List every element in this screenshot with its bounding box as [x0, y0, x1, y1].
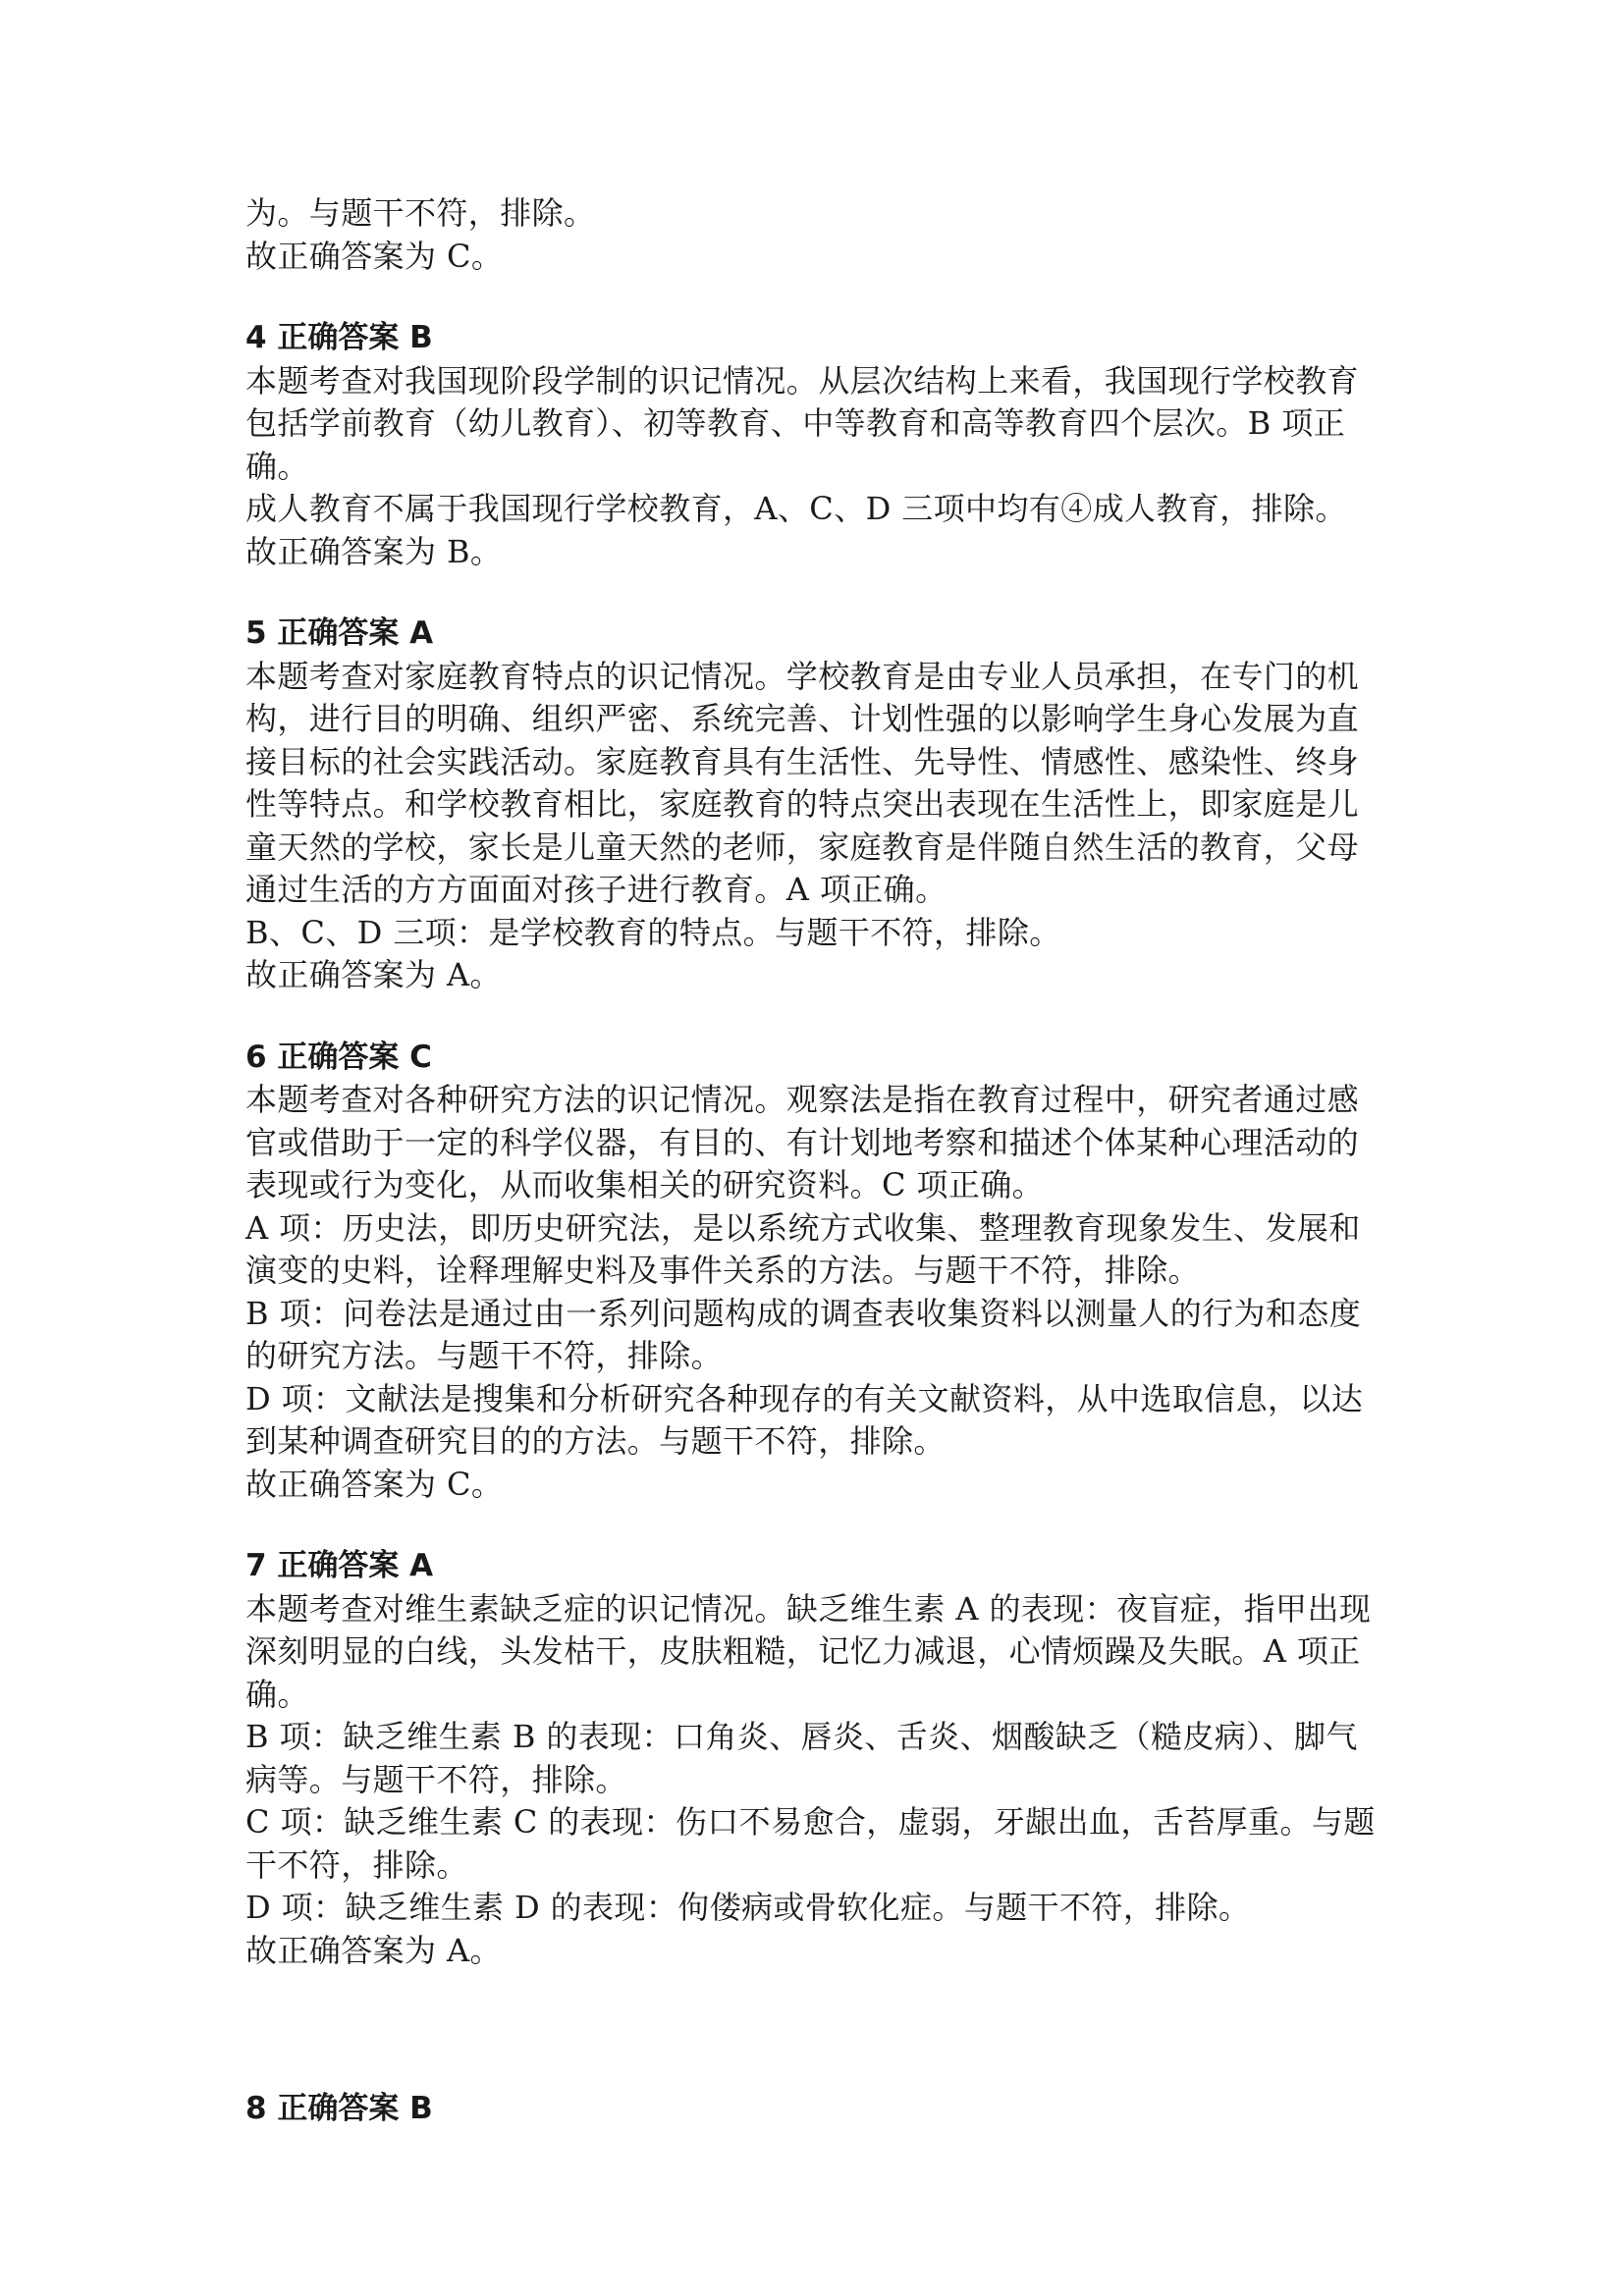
- text-line: 的研究方法。与题干不符，排除。: [245, 1337, 724, 1374]
- text-line: D 项：文献法是搜集和分析研究各种现存的有关文献资料，从中选取信息，以达: [245, 1379, 1364, 1417]
- text-line: 接目标的社会实践活动。家庭教育具有生活性、先导性、情感性、感染性、终身: [245, 742, 1360, 780]
- text-line: 故正确答案为 A。: [245, 956, 502, 993]
- text-line: 故正确答案为 B。: [245, 532, 503, 570]
- text-line: 本题考查对家庭教育特点的识记情况。学校教育是由专业人员承担，在专门的机: [245, 657, 1360, 695]
- text-line: 故正确答案为 A。: [245, 1931, 502, 1969]
- text-line: 干不符，排除。: [245, 1845, 468, 1884]
- answer-heading: 7 正确答案 A: [245, 1548, 434, 1583]
- text-line: 确。: [245, 447, 309, 485]
- answer-heading: 8 正确答案 B: [245, 2091, 433, 2126]
- text-line: C 项：缺乏维生素 C 的表现：伤口不易愈合，虚弱，牙龈出血，舌苔厚重。与题: [245, 1803, 1376, 1841]
- answer-section-7: [245, 1545, 1384, 1972]
- text-line: 性等特点。和学校教育相比，家庭教育的特点突出表现在生活性上，即家庭是儿: [245, 785, 1360, 823]
- text-line: 本题考查对各种研究方法的识记情况。观察法是指在教育过程中，研究者通过感: [245, 1081, 1360, 1118]
- intro-section: [245, 192, 1384, 278]
- text-line: B 项：问卷法是通过由一系列问题构成的调查表收集资料以测量人的行为和态度: [245, 1294, 1362, 1332]
- text-line: 包括学前教育（幼儿教育）、初等教育、中等教育和高等教育四个层次。B 项正: [245, 404, 1346, 442]
- text-line: 构，进行目的明确、组织严密、系统完善、计划性强的以影响学生身心发展为直: [245, 700, 1360, 737]
- text-line: 本题考查对我国现阶段学制的识记情况。从层次结构上来看，我国现行学校教育: [245, 361, 1360, 400]
- text-line: 病等。与题干不符，排除。: [245, 1760, 627, 1798]
- answer-section-5: [245, 613, 1384, 997]
- text-line: 确。: [245, 1675, 309, 1713]
- text-line: 本题考查对维生素缺乏症的识记情况。缺乏维生素 A 的表现：夜盲症，指甲出现: [245, 1589, 1372, 1628]
- text-line: 为。与题干不符，排除。: [245, 194, 596, 232]
- text-line: 故正确答案为 C。: [245, 1465, 504, 1503]
- answer-heading: 5 正确答案 A: [245, 615, 434, 651]
- answer-section-4: [245, 317, 1384, 573]
- text-line: 童天然的学校，家长是儿童天然的老师，家庭教育是伴随自然生活的教育，父母: [245, 828, 1360, 866]
- text-line: 官或借助于一定的科学仪器，有目的、有计划地考察和描述个体某种心理活动的: [245, 1123, 1360, 1161]
- text-line: 演变的史料，诠释理解史料及事件关系的方法。与题干不符，排除。: [245, 1252, 1201, 1289]
- text-line: B、C、D 三项：是学校教育的特点。与题干不符，排除。: [245, 913, 1061, 951]
- text-line: 故正确答案为 C。: [245, 237, 504, 275]
- answer-heading: 6 正确答案 C: [245, 1039, 432, 1075]
- text-line: 到某种调查研究目的的方法。与题干不符，排除。: [245, 1422, 946, 1460]
- text-line: 深刻明显的白线，头发枯干，皮肤粗糙，记忆力减退，心情烦躁及失眠。A 项正: [245, 1632, 1361, 1670]
- text-line: A 项：历史法，即历史研究法，是以系统方式收集、整理教育现象发生、发展和: [245, 1208, 1361, 1247]
- answer-heading: 4 正确答案 B: [245, 320, 433, 355]
- answer-section-6: [245, 1037, 1384, 1507]
- text-line: 通过生活的方方面面对孩子进行教育。A 项正确。: [245, 871, 947, 908]
- text-line: B 项：缺乏维生素 B 的表现：口角炎、唇炎、舌炎、烟酸缺乏（糙皮病）、脚气: [245, 1718, 1358, 1755]
- text-line: D 项：缺乏维生素 D 的表现：佝偻病或骨软化症。与题干不符，排除。: [245, 1889, 1251, 1926]
- text-line: 表现或行为变化，从而收集相关的研究资料。C 项正确。: [245, 1166, 1045, 1203]
- document-page: [245, 192, 1384, 2131]
- text-line: 成人教育不属于我国现行学校教育，A、C、D 三项中均有④成人教育，排除。: [245, 490, 1347, 527]
- answer-section-8: [245, 2088, 1384, 2131]
